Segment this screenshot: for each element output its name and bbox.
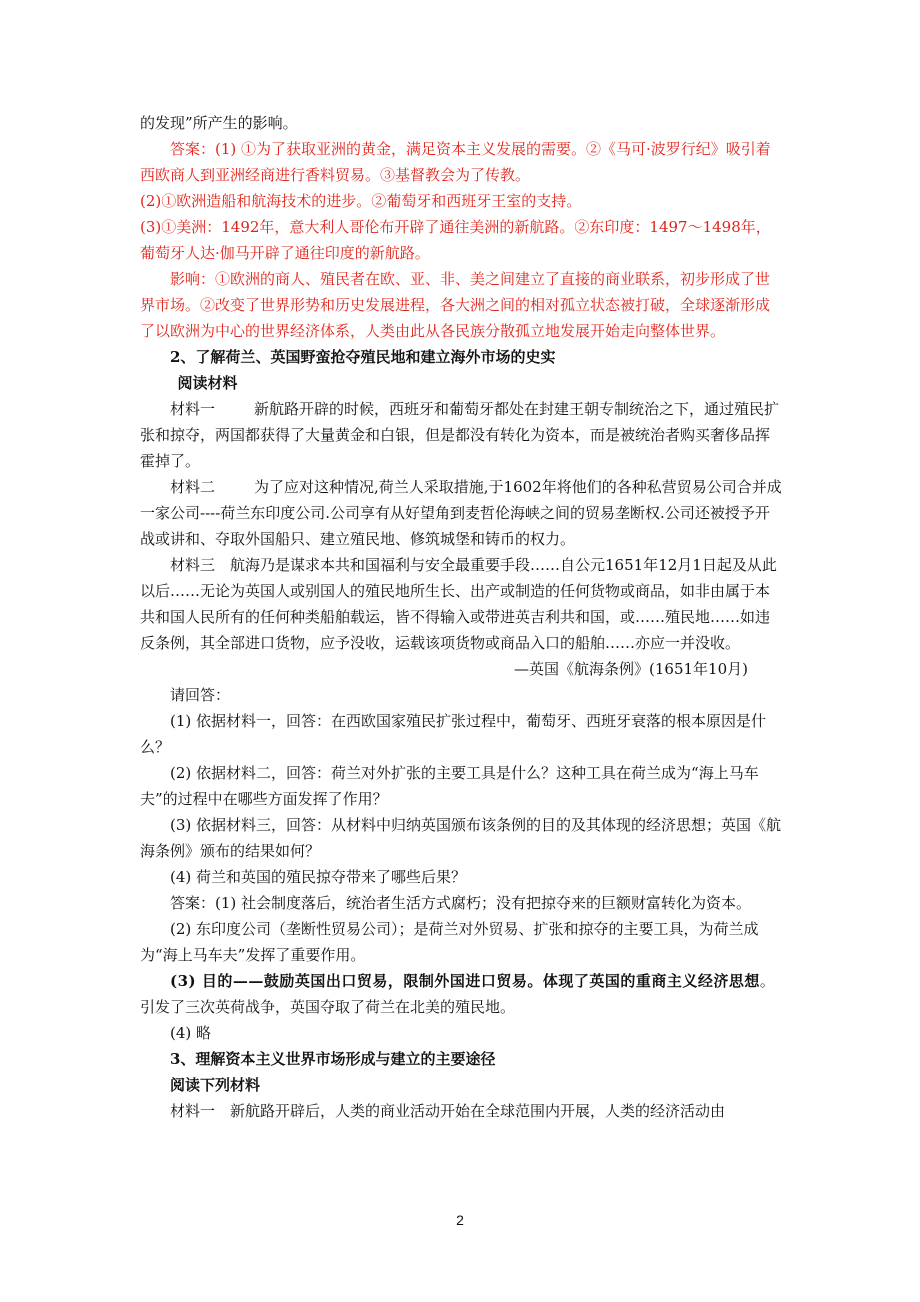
answer-q1: 答案：(1) 社会制度落后，统治者生活方式腐朽；没有把掠夺来的巨额财富转化为资本。 [170,894,752,912]
page-number: 2 [456,1212,464,1228]
section-heading-3: 3、理解资本主义世界市场形成与建立的主要途径 [170,1050,496,1068]
section-subheading-2: 阅读材料 [177,374,238,392]
material-text: 航海乃是谋求本共和国福利与安全最重要手段……自公元1651年12月1日起及从此以后……无论为英国人或别国人的殖民地所生长、出产或制造的任何货物或商品，如非由属于本共和国人民所有的任何种类船舶载运，皆不得输入或带进英吉利共和国，或……殖民地……如违反条例，其全部进口货物，应予没收，运载该项货物或商品入口的船舶……亦应一并没收。 [140,556,777,652]
answer-2: (2)①欧洲造船和航海技术的进步。②葡萄牙和西班牙王室的支持。 [140,192,582,210]
prompt: 请回答： [170,686,231,704]
material-label: 材料二 [170,478,216,496]
answer-q3 [140,968,782,1020]
page-content [140,110,782,1124]
material-2 [140,474,782,552]
question-2: (2) 依据材料二，回答：荷兰对外扩张的主要工具是什么？这种工具在荷兰成为“海上马车夫”的过程中在哪些方面发挥了作用？ [140,764,759,808]
question-3: (3) 依据材料三，回答：从材料中归纳英国颁布该条例的目的及其体现的经济思想；英国《航海条例》颁布的结果如何？ [140,816,782,860]
material-label: 材料一 [170,1102,216,1120]
answer-q3-purpose: (3) 目的——鼓励英国出口贸易，限制外国进口贸易。体现了英国的重商主义经济思想 [170,972,760,990]
material-source: —英国《航海条例》(1651年10月) [514,660,748,678]
question-4: (4) 荷兰和英国的殖民掠夺带来了哪些后果？ [170,868,467,886]
answer-3: (3)①美洲：1492年，意大利人哥伦布开辟了通往美洲的新航路。②东印度：1497～1498年，葡萄牙人达·伽马开辟了通往印度的新航路。 [140,218,771,262]
material-4 [140,1098,782,1124]
material-1 [140,396,782,474]
material-3 [140,552,782,656]
question-1: (1) 依据材料一，回答：在西欧国家殖民扩张过程中，葡萄牙、西班牙衰落的根本原因是什么？ [140,712,767,756]
section-subheading-3: 阅读下列材料 [170,1076,261,1094]
answer-q2: (2) 东印度公司（垄断性贸易公司）；是荷兰对外贸易、扩张和掠夺的主要工具，为荷兰成为“海上马车夫”发挥了重要作用。 [140,920,759,964]
material-label: 材料一 [170,400,216,418]
material-text: 为了应对这种情况,荷兰人采取措施,于1602年将他们的各种私营贸易公司合并成一家公司----荷兰东印度公司.公司享有从好望角到麦哲伦海峡之间的贸易垄断权.公司还被授予开战或讲和、夺取外国船只、建立殖民地、修筑城堡和铸币的权力。 [140,478,782,548]
answer-q4: (4) 略 [170,1024,212,1042]
answer-1: 答案：(1) ①为了获取亚洲的黄金，满足资本主义发展的需要。②《马可·波罗行纪》吸引着西欧商人到亚洲经商进行香料贸易。③基督教会为了传教。 [140,140,771,184]
material-label: 材料三 [170,556,216,574]
text-line: 的发现”所产生的影响。 [140,114,298,132]
answer-q3-result: 。引发了三次英荷战争，英国夺取了荷兰在北美的殖民地。 [140,972,775,1016]
answer-influence: 影响：①欧洲的商人、殖民者在欧、亚、非、美之间建立了直接的商业联系，初步形成了世界市场。②改变了世界形势和历史发展进程，各大洲之间的相对孤立状态被打破，全球逐渐形成了以欧洲为中心的世界经济体系，人类由此从各民族分散孤立地发展开始走向整体世界。 [140,270,771,340]
material-text: 新航路开辟的时候，西班牙和葡萄牙都处在封建王朝专制统治之下，通过殖民扩张和掠夺，两国都获得了大量黄金和白银，但是都没有转化为资本，而是被统治者购买奢侈品挥霍掉了。 [140,400,780,470]
section-heading-2: 2、了解荷兰、英国野蛮抢夺殖民地和建立海外市场的史实 [170,348,556,366]
material-text: 新航路开辟后，人类的商业活动开始在全球范围内开展，人类的经济活动由 [230,1102,726,1120]
